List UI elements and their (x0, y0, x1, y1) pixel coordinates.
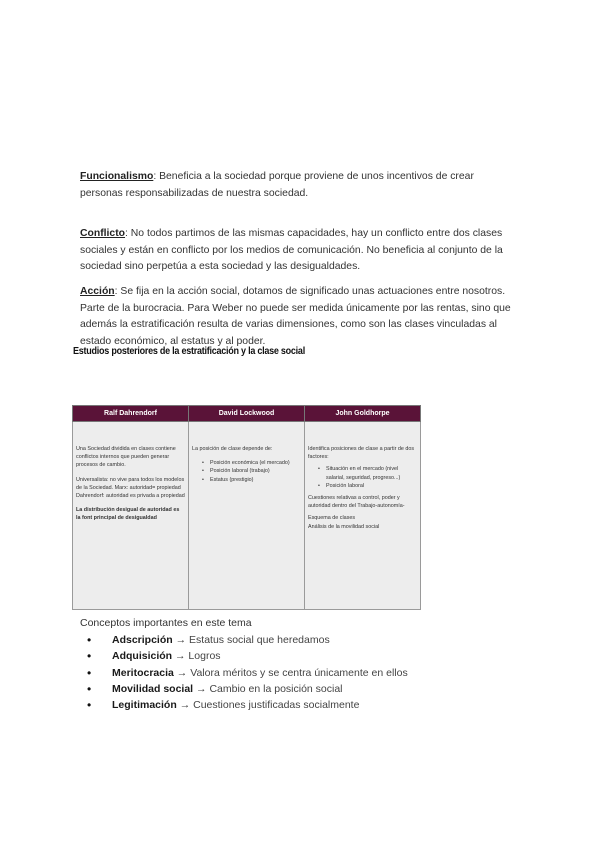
bullet-icon: • (87, 681, 92, 696)
concept-desc: → Cuestiones justificadas socialmente (179, 699, 360, 712)
cell-text: Una Sociedad dividida en clases contiene conflictos internos que pueden generar procesos de cambio. (76, 446, 176, 469)
concept-term: Legitimación (112, 699, 177, 712)
concepts-title: Conceptos importantes en este tema (80, 617, 252, 629)
concept-desc: → Logros (175, 650, 221, 663)
list-item: • Situación en el mercado (nivel salarial, seguridad, progreso...) (318, 465, 417, 481)
lockwood-list (192, 459, 301, 484)
term-funcionalismo: Funcionalismo (80, 171, 154, 182)
text-funcionalismo: : Beneficia a la sociedad porque proviene de unos incentivos de crear personas responsabilizadas de nuestra sociedad. (80, 171, 474, 199)
concepts-list (87, 632, 408, 713)
table-cell-dahrendorf (73, 422, 189, 610)
cell-text: La posición de clase depende de: (192, 446, 273, 452)
bullet-icon: • (87, 665, 92, 680)
cell-text: La distribución desigual de autoridad es la font principal de desigualdad (76, 507, 180, 522)
paragraph-accion (80, 284, 512, 350)
bullet-icon: • (87, 698, 92, 713)
list-item (87, 632, 408, 648)
concept-term: Adquisición (112, 650, 173, 663)
cell-text: Análisis de la movilidad social (308, 523, 380, 530)
text-conflicto: : No todos partimos de las mismas capacidades, hay un conflicto entre dos clases sociales y están en conflicto por los medios de comunicación. No beneficia al conjunto de la sociedad sino perpetúa a esta sociedad y las desigualdades. (80, 228, 503, 272)
concept-term: Movilidad social (112, 682, 194, 695)
concept-desc: → Estatus social que heredamos (175, 634, 330, 646)
bullet-icon: • (87, 633, 92, 647)
table-cell-goldhorpe (305, 422, 421, 610)
list-item: • Estatus (prestigio) (202, 476, 301, 484)
term-accion: Acción (80, 286, 115, 297)
cell-text: Cuestiones relativas a control, poder y autoridad dentro del Trabajo-autonomía- (308, 495, 405, 510)
list-item (87, 697, 408, 713)
concept-desc: → Cambio en la posición social (196, 682, 343, 695)
paragraph-funcionalismo (80, 169, 512, 202)
text-accion: : Se fija en la acción social, dotamos de significado unas actuaciones entre nosotros. Parte de la burocracia. Para Weber no puede ser medida únicamente por las rentas, sino que además la estratificación resulta de varias dimensiones, como son las clases vinculadas al estado económico, al estatus y al poder. (80, 286, 511, 347)
cell-text: Esquema de clases (308, 515, 356, 522)
list-item: • Posición laboral (318, 482, 417, 490)
concept-desc: → Valora méritos y se centra únicamente en ellos (176, 666, 408, 679)
cell-text: Universalista: no vive para todos los modelos de la Sociedad. Marx: autoridad= propiedad Dahrendorf: autoridad es privada a propiedad (76, 476, 185, 500)
concept-term: Adscripción (112, 634, 173, 646)
list-item: • Posición económica (el mercado) (202, 459, 301, 467)
list-item: • Posición laboral (trabajo) (202, 467, 301, 475)
section-heading: Estudios posteriores de la estratificación y la clase social (73, 345, 305, 357)
table-header-dahrendorf: Ralf Dahrendorf (73, 406, 189, 422)
table-header-goldhorpe: John Goldhorpe (305, 406, 421, 422)
cell-text: Identifica posiciones de clase a partir de dos factores: (308, 446, 415, 461)
bullet-icon: • (87, 649, 92, 664)
concept-term: Meritocracia (112, 666, 174, 679)
stratification-table (72, 405, 421, 610)
table-header-lockwood: David Lockwood (189, 406, 305, 422)
list-item (87, 648, 408, 664)
list-item (87, 681, 408, 697)
list-item (87, 665, 408, 681)
goldhorpe-list (308, 465, 417, 490)
table-cell-lockwood (189, 422, 305, 610)
term-conflicto: Conflicto (80, 228, 126, 239)
paragraph-conflicto (80, 226, 512, 276)
